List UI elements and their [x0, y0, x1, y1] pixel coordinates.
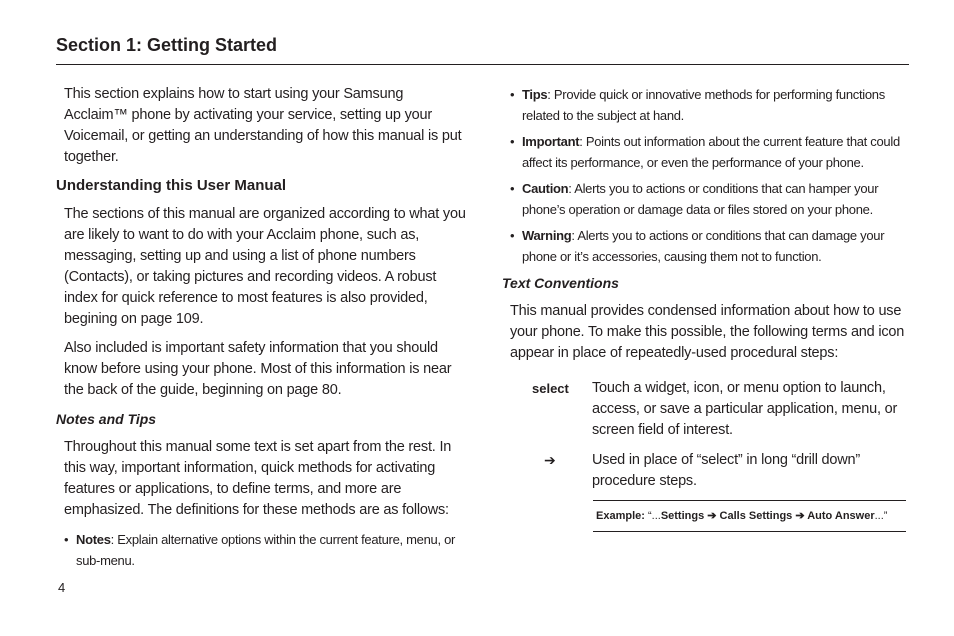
- bullet-text: : Alerts you to actions or conditions that can hamper your phone’s operation or damage data or files stored on your phone.: [522, 181, 879, 217]
- bullet-dot-icon: •: [510, 228, 515, 243]
- bullet-term: Notes: [76, 532, 111, 547]
- definition-description: Used in place of “select” in long “drill down” procedure steps.: [592, 452, 861, 489]
- bullet-notes: [64, 529, 466, 571]
- bullet-dot-icon: •: [510, 87, 515, 102]
- definition-description: Touch a widget, icon, or menu option to launch, access, or save a particular application, menu, or screen field of interest.: [592, 380, 898, 438]
- conventions-paragraph: This manual provides condensed information about how to use your phone. To make this possible, the following terms and icon appear in place of repeatedly-used procedural steps:: [510, 303, 905, 361]
- notes-paragraph: Throughout this manual some text is set apart from the rest. In this way, important information, quick methods for activating features or applications, to define terms, and more are emphasized. The definitions for these methods are as follows:: [64, 439, 452, 518]
- page-number: 4: [58, 580, 66, 595]
- bullet-term: Important: [522, 134, 580, 149]
- heading-notes-and-tips: Notes and Tips: [56, 411, 157, 427]
- heading-understanding-manual: Understanding this User Manual: [56, 177, 287, 194]
- bullet-caution: [510, 178, 912, 220]
- arrow-right-icon: ➔: [544, 452, 556, 468]
- section-title: Section 1: Getting Started: [56, 35, 278, 55]
- bullet-warning: [510, 225, 912, 267]
- bullet-term: Tips: [522, 87, 548, 102]
- intro-paragraph: This section explains how to start using your Samsung Acclaim™ phone by activating your service, setting up your Voicemail, or getting an understanding of how this manual is put together.: [64, 86, 462, 165]
- example-open: “...: [644, 510, 661, 522]
- left-column: [56, 84, 466, 576]
- bullet-dot-icon: •: [64, 532, 69, 547]
- safety-paragraph: Also included is important safety information that you should know before using your phone. Most of this information is near the back of the guide, beginning on page 80.: [64, 340, 452, 398]
- bullet-dot-icon: •: [510, 181, 515, 196]
- example-label: Example:: [596, 510, 645, 522]
- title-rule: [56, 64, 909, 65]
- bullet-tips: [510, 84, 912, 126]
- definitions-table: [502, 378, 912, 492]
- heading-text-conventions: Text Conventions: [502, 275, 619, 291]
- example-box: [593, 500, 906, 532]
- bullet-text: : Points out information about the current feature that could affect its performance, or even the performance of your phone.: [522, 134, 900, 170]
- example-path: Settings ➔ Calls Settings ➔ Auto Answer: [660, 510, 875, 522]
- bullet-term: Caution: [522, 181, 569, 196]
- bullet-text: : Provide quick or innovative methods for performing functions related to the subject at hand.: [522, 87, 885, 123]
- definition-select: [502, 378, 912, 441]
- definition-term-select: select: [532, 381, 569, 396]
- definition-arrow: [502, 450, 912, 492]
- bullet-term: Warning: [522, 228, 572, 243]
- example-close: ...”: [874, 510, 888, 522]
- right-column: [502, 84, 912, 501]
- sections-paragraph: The sections of this manual are organized according to what you are likely to want to do with your Acclaim phone, such as, messaging, setting up and using a list of phone numbers (Contacts), or taking pictures and recording videos. A robust index for quick reference to most features is also provided, begining on page 109.: [64, 206, 466, 327]
- bullet-important: [510, 131, 912, 173]
- bullet-dot-icon: •: [510, 134, 515, 149]
- bullet-text: : Alerts you to actions or conditions that can damage your phone or it’s accessories, causing them not to function.: [522, 228, 885, 264]
- bullet-text: : Explain alternative options within the current feature, menu, or sub-menu.: [76, 532, 456, 568]
